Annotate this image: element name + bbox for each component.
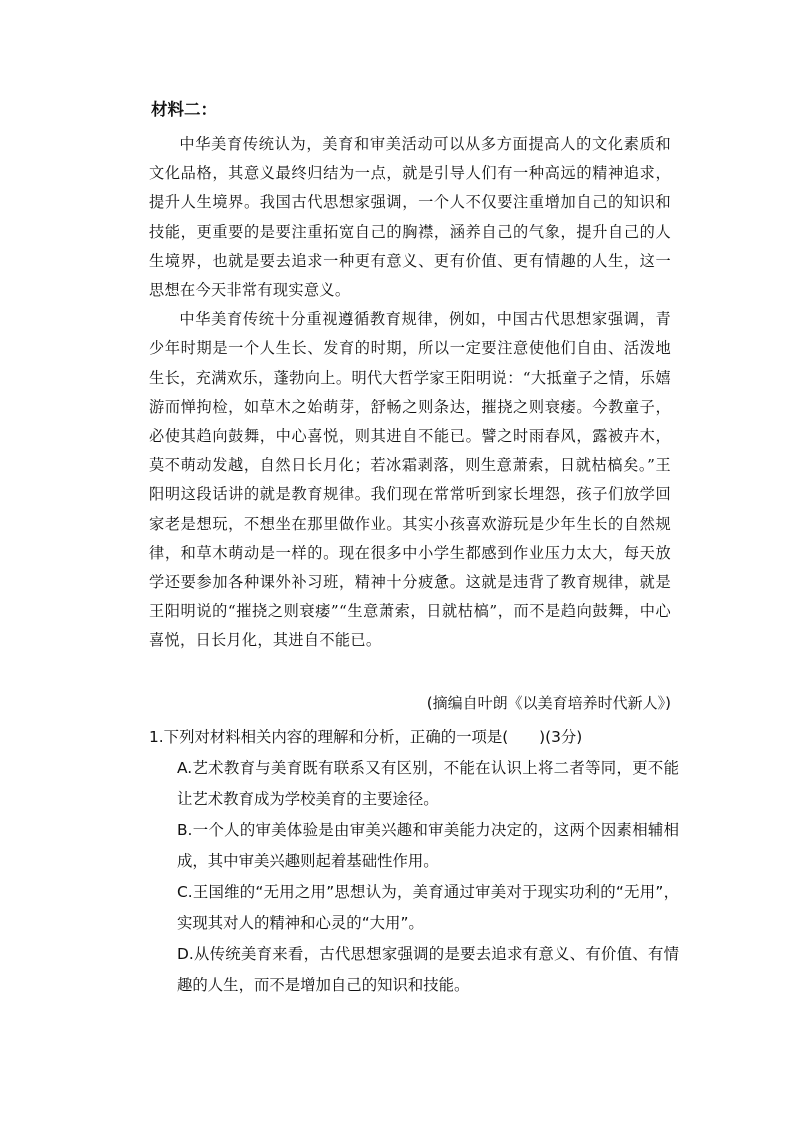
option-b: B.一个人的审美体验是由审美兴趣和审美能力决定的，这两个因素相辅相成，其中审美兴趣则起着基础性作用。 [177, 821, 679, 870]
material-source: (摘编自叶朗《以美育培养时代新人》) [426, 694, 671, 712]
question-stem: 1.下列对材料相关内容的理解和分析，正确的一项是( )(3分) [149, 728, 583, 746]
material-body [149, 130, 671, 656]
material-paragraph-2: 中华美育传统十分重视遵循教育规律，例如，中国古代思想家强调，青少年时期是一个人生长、发育的时期，所以一定要注意使他们自由、活泼地生长，充满欢乐，蓬勃向上。明代大哲学家王阳明说：“大抵童子之情，乐嬉游而惮拘检，如草木之始萌芽，舒畅之则条达，摧挠之则衰痿。今教童子，必使其趋向鼓舞，中心喜悦，则其进自不能已。譬之时雨春风，露被卉木，莫不萌动发越，自然日长月化；若冰霜剥落，则生意萧索，日就枯槁矣。”王阳明这段话讲的就是教育规律。我们现在常常听到家长埋怨，孩子们放学回家老是想玩，不想坐在那里做作业。其实小孩喜欢游玩是少年生长的自然规律，和草木萌动是一样的。现在很多中小学生都感到作业压力太大，每天放学还要参加各种课外补习班，精神十分疲惫。这就是违背了教育规律，就是王阳明说的“摧挠之则衰痿”“生意萧索，日就枯槁”，而不是趋向鼓舞，中心喜悦，日长月化，其进自不能已。 [149, 310, 671, 650]
option-d: D.从传统美育来看，古代思想家强调的是要去追求有意义、有价值、有情趣的人生，而不是增加自己的知识和技能。 [177, 945, 679, 994]
material-heading: 材料二： [151, 100, 217, 119]
question-1 [149, 722, 679, 1001]
material-paragraph-1: 中华美育传统认为，美育和审美活动可以从多方面提高人的文化素质和文化品格，其意义最终归结为一点，就是引导人们有一种高远的精神追求，提升人生境界。我国古代思想家强调，一个人不仅要注重增加自己的知识和技能，更重要的是要注重拓宽自己的胸襟，涵养自己的气象，提升自己的人生境界，也就是要去追求一种更有意义、更有价值、更有情趣的人生，这一思想在今天非常有现实意义。 [149, 135, 671, 300]
option-a: A.艺术教育与美育既有联系又有区别，不能在认识上将二者等同，更不能让艺术教育成为学校美育的主要途径。 [177, 759, 679, 808]
option-c: C.王国维的“无用之用”思想认为，美育通过审美对于现实功利的“无用”，实现其对人的精神和心灵的“大用”。 [177, 883, 679, 932]
